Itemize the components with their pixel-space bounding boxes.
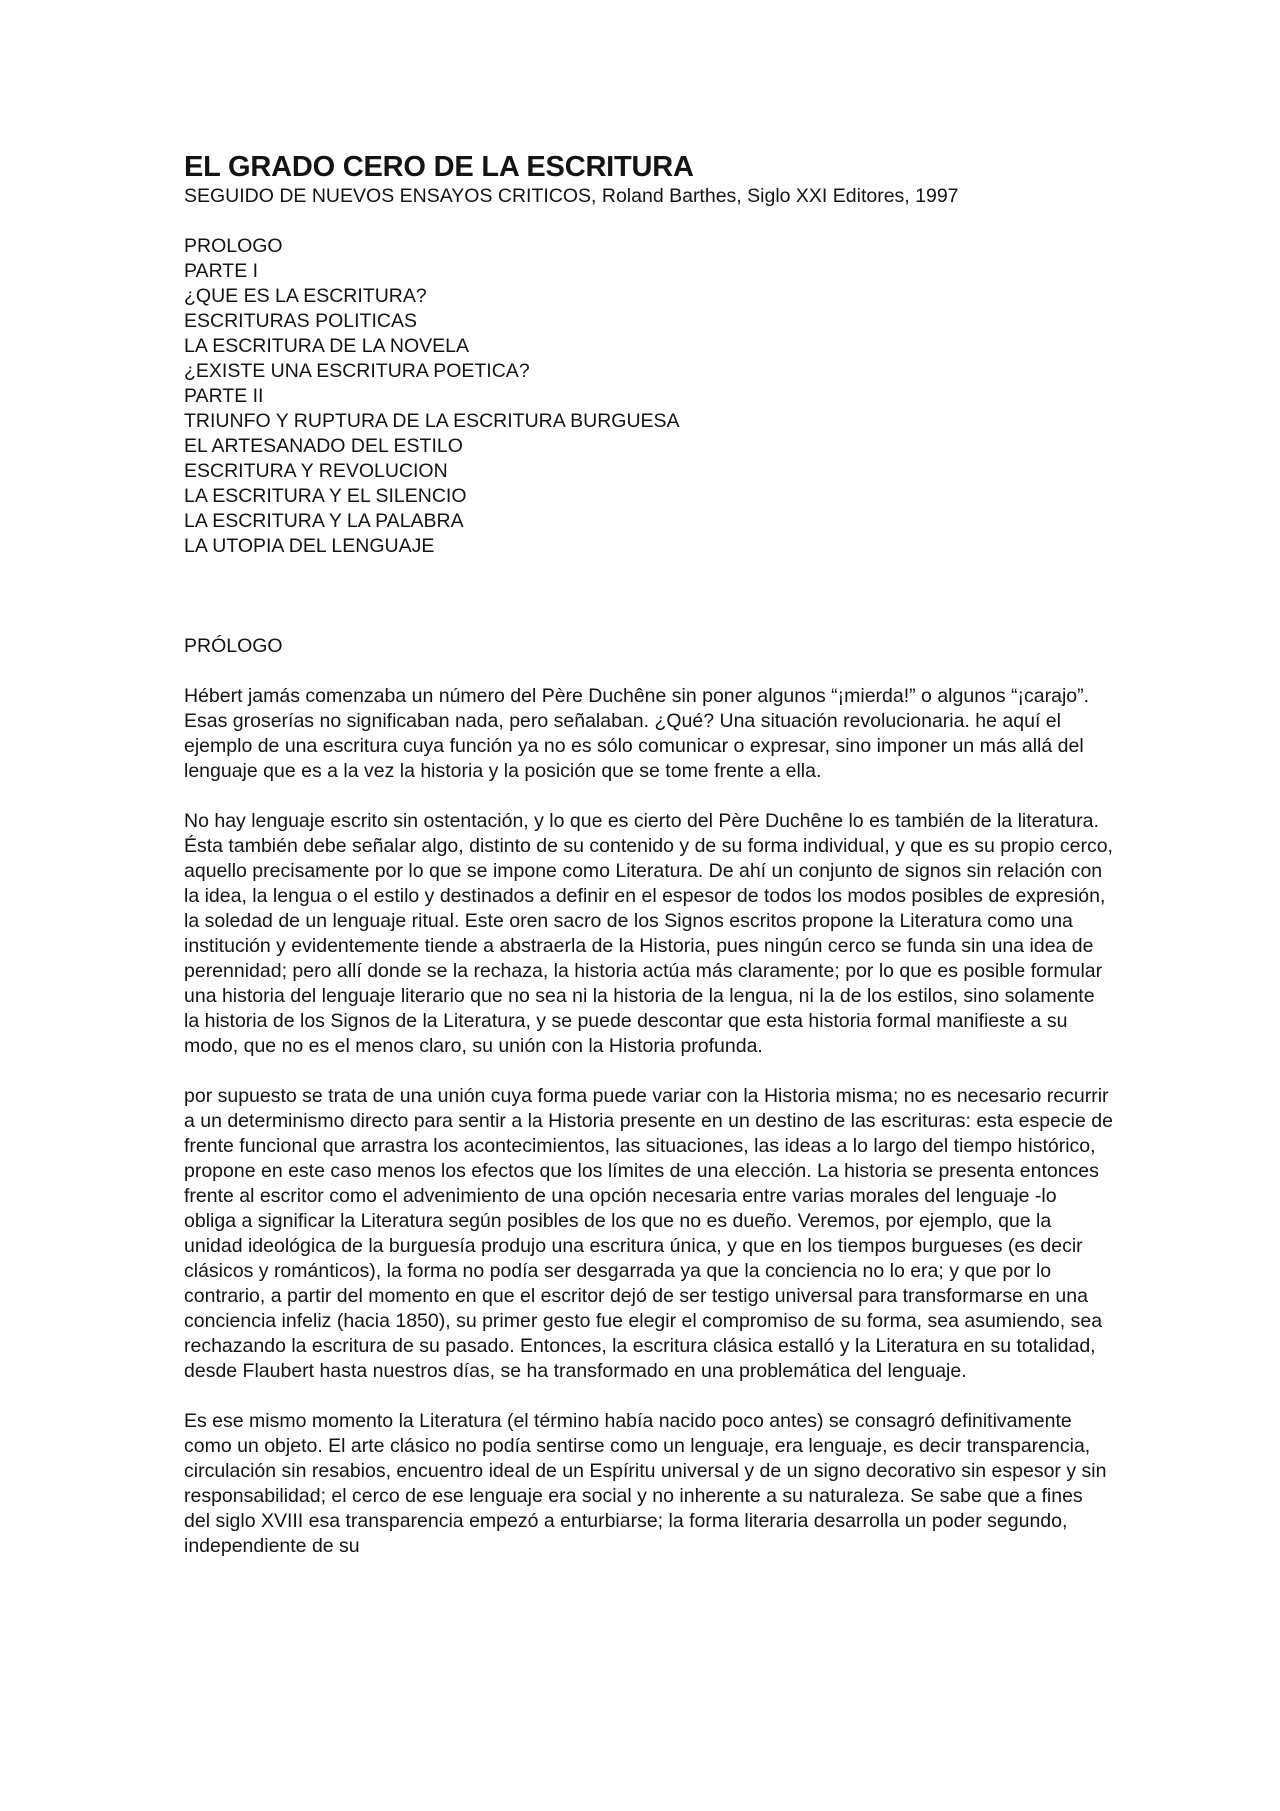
toc-item: LA UTOPIA DEL LENGUAJE [184, 535, 435, 557]
paragraph: Es ese mismo momento la Literatura (el término había nacido poco antes) se consagró definitivamente como un objeto. El arte clásico no podía sentirse como un lenguaje, era lenguaje, es decir transparencia, circulación sin resabios, encuentro ideal de un Espíritu universal y de un signo decorativo sin espesor y sin responsabilidad; el cerco de ese lenguaje era social y no inherente a su naturaleza. Se sabe que a fines del siglo XVIII esa transparencia empezó a enturbiarse; la forma literaria desarrolla un poder segundo, independiente de su [184, 1410, 1107, 1557]
paragraph: No hay lenguaje escrito sin ostentación, y lo que es cierto del Père Duchêne lo es también de la literatura. Ésta también debe señalar algo, distinto de su contenido y de su forma individual, y que es su propio cerco, aquello precisamente por lo que se impone como Literatura. De ahí un conjunto de signos sin relación con la idea, la lengua o el estilo y destinados a definir en el espesor de todos los modos posibles de expresión, la soledad de un lenguaje ritual. Este oren sacro de los Signos escritos propone la Literatura como una institución y evidentemente tiende a abstraerla de la Historia, pues ningún cerco se funda sin una idea de perennidad; pero allí donde se la rechaza, la historia actúa más claramente; por lo que es posible formular una historia del lenguaje literario que no sea ni la historia de la lengua, ni la de los estilos, sino solamente la historia de los Signos de la Literatura, y se puede descontar que esta historia formal manifieste a su modo, que no es el menos claro, su unión con la Historia profunda. [184, 810, 1113, 1057]
toc-item: PARTE I [184, 260, 259, 282]
toc-item: ESCRITURAS POLITICAS [184, 310, 417, 332]
toc-item: LA ESCRITURA Y EL SILENCIO [184, 485, 467, 507]
toc-item: EL ARTESANADO DEL ESTILO [184, 435, 463, 457]
toc-item: ESCRITURA Y REVOLUCION [184, 460, 448, 482]
toc-item: LA ESCRITURA DE LA NOVELA [184, 335, 470, 357]
toc-item: TRIUNFO Y RUPTURA DE LA ESCRITURA BURGUESA [184, 410, 680, 432]
section-heading-prologo: PRÓLOGO [184, 635, 283, 657]
paragraph: por supuesto se trata de una unión cuya forma puede variar con la Historia misma; no es necesario recurrir a un determinismo directo para sentir a la Historia presente en un destino de las escrituras: esta especie de frente funcional que arrastra los acontecimientos, las situaciones, las ideas a lo largo del tiempo histórico, propone en este caso menos los efectos que los límites de una elección. La historia se presenta entonces frente al escritor como el advenimiento de una opción necesaria entre varias morales del lenguaje -lo obliga a significar la Literatura según posibles de los que no es dueño. Veremos, por ejemplo, que la unidad ideológica de la burguesía produjo una escritura única, y que en los tiempos burgueses (es decir clásicos y románticos), la forma no podía ser desgarrada ya que la conciencia no lo era; y que por lo contrario, a partir del momento en que el escritor dejó de ser testigo universal para transformarse en una conciencia infeliz (hacia 1850), su primer gesto fue elegir el compromiso de su forma, sea asumiendo, sea rechazando la escritura de su pasado. Entonces, la escritura clásica estalló y la Literatura en su totalidad, desde Flaubert hasta nuestros días, se ha transformado en una problemática del lenguaje. [184, 1085, 1113, 1382]
toc-item: ¿EXISTE UNA ESCRITURA POETICA? [184, 360, 530, 382]
document-subtitle: SEGUIDO DE NUEVOS ENSAYOS CRITICOS, Roland Barthes, Siglo XXI Editores, 1997 [184, 185, 959, 207]
toc-item: PROLOGO [184, 235, 283, 257]
toc-item: PARTE II [184, 385, 264, 407]
document-page [184, 150, 1114, 1584]
toc-item: ¿QUE ES LA ESCRITURA? [184, 285, 427, 307]
document-title: EL GRADO CERO DE LA ESCRITURA [184, 151, 694, 183]
table-of-contents [184, 234, 1114, 559]
toc-item: LA ESCRITURA Y LA PALABRA [184, 510, 464, 532]
paragraph: Hébert jamás comenzaba un número del Père Duchêne sin poner algunos “¡mierda!” o algunos “¡carajo”. Esas groserías no significaban nada, pero señalaban. ¿Qué? Una situación revolucionaria. he aquí el ejemplo de una escritura cuya función ya no es sólo comunicar o expresar, sino imponer un más allá del lenguaje que es a la vez la historia y la posición que se tome frente a ella. [184, 685, 1090, 782]
